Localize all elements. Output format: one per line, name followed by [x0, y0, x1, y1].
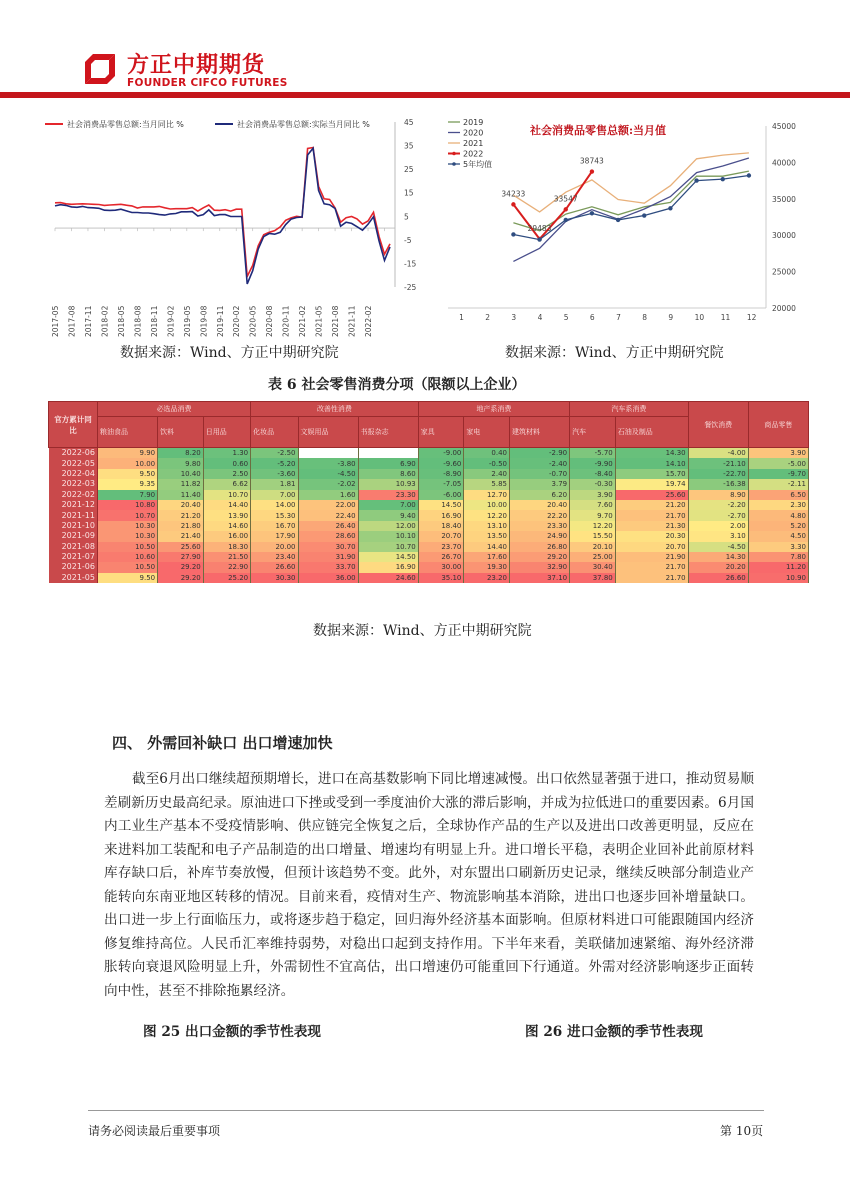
table-cell: -0.50	[464, 458, 510, 468]
table-cell: 12.20	[464, 510, 510, 520]
table-row	[49, 552, 809, 562]
page-number: 第 10页	[720, 1124, 764, 1138]
table-row	[49, 573, 809, 583]
table-cell: -8.90	[418, 469, 464, 479]
table-column-header: 文娱用品	[298, 417, 358, 448]
table-cell: 29.20	[510, 552, 570, 562]
row-date: 2021-05	[49, 573, 98, 583]
table-cell: 15.50	[570, 531, 616, 541]
table-row	[49, 510, 809, 520]
table-cell: 15.30	[251, 510, 298, 520]
table-cell: 22.40	[298, 510, 358, 520]
table-cell: -22.70	[688, 469, 748, 479]
table-cell: 6.62	[203, 479, 250, 489]
table-cell: -9.70	[748, 469, 808, 479]
table-cell: 18.30	[203, 542, 250, 552]
x-tick-label: 2022-02	[364, 305, 374, 337]
row-date: 2021-10	[49, 521, 98, 531]
table-cell: 2.40	[464, 469, 510, 479]
table-cell: 20.40	[510, 500, 570, 510]
table-corner-header: 官方累计同比	[49, 402, 98, 448]
table-cell: 9.50	[98, 573, 158, 583]
table-cell: 16.90	[418, 510, 464, 520]
table-cell: 14.40	[203, 500, 250, 510]
table-cell: 13.90	[203, 510, 250, 520]
table-cell: 10.30	[98, 531, 158, 541]
x-tick-label: 2020-08	[265, 305, 275, 337]
table-cell: 21.20	[615, 500, 688, 510]
table-group-header-row	[49, 402, 809, 417]
table-cell: 35.10	[418, 573, 464, 583]
table-cell: 12.00	[358, 521, 418, 531]
table-row	[49, 531, 809, 541]
table-cell: 8.20	[158, 448, 204, 459]
retail-yoy-line-chart	[45, 112, 430, 337]
x-tick-label: 2019-08	[199, 305, 209, 337]
table-cell: 10.00	[464, 500, 510, 510]
table-cell: -5.70	[570, 448, 616, 459]
table-column-header: 家电	[464, 417, 510, 448]
x-tick-label: 2020-05	[248, 305, 258, 337]
y-tick-label: -5	[404, 235, 412, 245]
table-cell: 21.80	[158, 521, 204, 531]
x-tick-label: 2021-11	[347, 305, 357, 337]
table-cell: 3.30	[748, 542, 808, 552]
table-cell	[358, 448, 418, 459]
logo-english-name: FOUNDER CIFCO FUTURES	[127, 77, 288, 89]
table-cell: 0.60	[203, 458, 250, 468]
logo-mark-icon	[83, 52, 117, 86]
table-cell: 20.40	[158, 500, 204, 510]
table-cell: 21.70	[615, 562, 688, 572]
table-cell: 21.90	[615, 552, 688, 562]
table-cell: 22.20	[510, 510, 570, 520]
data-label: 29483	[527, 223, 552, 233]
table-cell: 10.50	[98, 542, 158, 552]
x-tick-label: 2020-02	[232, 305, 242, 337]
table-row	[49, 500, 809, 510]
table-cell: 0.40	[464, 448, 510, 459]
table-cell: 14.40	[464, 542, 510, 552]
table-cell: 7.60	[570, 500, 616, 510]
table-row	[49, 458, 809, 468]
table-cell: 30.40	[570, 562, 616, 572]
x-tick-label: 2021-02	[298, 305, 308, 337]
table-cell: 8.60	[358, 469, 418, 479]
x-tick-label: 2018-11	[149, 305, 159, 337]
table-column-header: 日用品	[203, 417, 250, 448]
table-cell: -0.70	[510, 469, 570, 479]
footer-divider	[88, 1110, 764, 1111]
table-cell: 24.60	[358, 573, 418, 583]
table-cell: 26.40	[298, 521, 358, 531]
table-cell: 30.00	[418, 562, 464, 572]
legend-label: 2020	[463, 128, 484, 138]
table-cell: 25.60	[615, 490, 688, 500]
table-cell: 10.30	[98, 521, 158, 531]
table-cell: 21.30	[615, 521, 688, 531]
table-cell: 10.00	[98, 458, 158, 468]
table-column-header: 石油及制品	[615, 417, 688, 448]
x-tick-label: 2017-05	[51, 305, 60, 337]
table-cell: 33.70	[298, 562, 358, 572]
x-tick-label: 2021-05	[314, 305, 324, 337]
x-tick-label: 2018-05	[116, 305, 126, 337]
table-cell: -9.90	[570, 458, 616, 468]
y-tick-label: 20000	[772, 304, 796, 313]
section-heading: 四、 外需回补缺口 出口增速加快	[112, 734, 333, 752]
table-column-header: 商品零售	[748, 402, 808, 448]
table-cell: 10.60	[98, 552, 158, 562]
table-column-header: 建筑材料	[510, 417, 570, 448]
table-cell: 7.80	[748, 552, 808, 562]
retail-category-table	[48, 401, 809, 583]
legend-label: 2019	[463, 118, 484, 127]
series-line	[513, 153, 749, 212]
table-cell: -2.90	[510, 448, 570, 459]
table-cell: 17.90	[251, 531, 298, 541]
x-tick-label: 2019-11	[215, 305, 225, 337]
table-cell: 11.82	[158, 479, 204, 489]
table-cell: 1.81	[251, 479, 298, 489]
table-cell: -4.50	[298, 469, 358, 479]
table-cell: 7.00	[358, 500, 418, 510]
table-cell: 37.10	[510, 573, 570, 583]
table-cell: 14.50	[418, 500, 464, 510]
table-cell: -2.02	[298, 479, 358, 489]
table-column-header: 书报杂志	[358, 417, 418, 448]
table-cell: 20.10	[570, 542, 616, 552]
logo-chinese-name: 方正中期期货	[127, 53, 266, 78]
table-cell: 26.80	[510, 542, 570, 552]
table-cell: 6.20	[510, 490, 570, 500]
table-cell: 9.70	[570, 510, 616, 520]
x-tick-label: 2017-11	[83, 305, 93, 337]
x-tick-label: 6	[589, 313, 595, 322]
table-cell: 20.70	[615, 542, 688, 552]
series-line	[55, 148, 390, 277]
table-cell	[298, 448, 358, 459]
series-line	[513, 158, 749, 261]
table-cell: 23.30	[358, 490, 418, 500]
table-row	[49, 479, 809, 489]
table-cell: 9.35	[98, 479, 158, 489]
table-cell: -6.00	[418, 490, 464, 500]
table-cell: 9.90	[98, 448, 158, 459]
table-source: 数据来源：Wind、方正中期研究院	[313, 623, 532, 639]
x-tick-label: 2017-08	[67, 305, 77, 337]
x-tick-label: 2018-08	[133, 305, 143, 337]
figure-25-caption: 图 25 出口金额的季节性表现	[143, 1024, 321, 1040]
table-cell: 22.00	[298, 500, 358, 510]
x-tick-label: 8	[642, 313, 648, 322]
table-cell: 6.90	[358, 458, 418, 468]
legend-label: 社会消费品零售总额:实际当月同比 %	[237, 120, 370, 129]
table-cell: 10.10	[358, 531, 418, 541]
y-tick-label: 25	[404, 165, 414, 175]
table-cell: 20.20	[688, 562, 748, 572]
table-cell: -5.00	[748, 458, 808, 468]
table-row	[49, 490, 809, 500]
table-cell: -2.40	[510, 458, 570, 468]
table-cell: 10.93	[358, 479, 418, 489]
table-cell: 23.40	[251, 552, 298, 562]
table-cell: 24.90	[510, 531, 570, 541]
table-cell: 1.60	[298, 490, 358, 500]
y-tick-label: 35	[404, 141, 414, 151]
data-label: 33547	[553, 194, 578, 204]
table-cell: 2.00	[688, 521, 748, 531]
table-cell: 10.80	[98, 500, 158, 510]
table-cell: 29.20	[158, 562, 204, 572]
table-row	[49, 542, 809, 552]
table-cell: -2.20	[688, 500, 748, 510]
table-cell: 23.20	[464, 573, 510, 583]
y-tick-label: 5	[404, 212, 409, 222]
table-cell: -0.30	[570, 479, 616, 489]
table-cell: 10.70	[358, 542, 418, 552]
table-cell: 30.70	[298, 542, 358, 552]
row-date: 2022-05	[49, 458, 98, 468]
table-cell: -2.50	[251, 448, 298, 459]
table-cell: 26.60	[251, 562, 298, 572]
table-cell: 30.30	[251, 573, 298, 583]
x-tick-label: 12	[746, 313, 757, 322]
x-tick-label: 3	[511, 313, 517, 322]
table-cell: 31.90	[298, 552, 358, 562]
table-cell: 14.10	[615, 458, 688, 468]
table-cell: 21.40	[158, 531, 204, 541]
series-line	[55, 148, 390, 284]
row-date: 2022-02	[49, 490, 98, 500]
table-cell: 4.80	[748, 510, 808, 520]
table-group-header: 改善性消费	[251, 402, 419, 417]
table-cell: -9.60	[418, 458, 464, 468]
x-tick-label: 1	[459, 313, 464, 322]
x-tick-label: 2019-02	[166, 305, 176, 337]
table-row	[49, 562, 809, 572]
table-cell: 14.50	[358, 552, 418, 562]
x-tick-label: 11	[720, 313, 731, 322]
table-cell: 10.70	[203, 490, 250, 500]
table-cell: 16.90	[358, 562, 418, 572]
table-cell: -16.38	[688, 479, 748, 489]
table-cell: 5.85	[464, 479, 510, 489]
table-cell: 10.70	[98, 510, 158, 520]
x-tick-label: 7	[616, 313, 621, 322]
y-tick-label: -15	[404, 259, 417, 269]
table-cell: -3.60	[251, 469, 298, 479]
y-tick-label: 35000	[772, 194, 796, 204]
table-row	[49, 448, 809, 459]
table-cell: 10.90	[748, 573, 808, 583]
retail-monthly-line-chart	[440, 112, 800, 327]
x-tick-label: 2018-02	[100, 305, 110, 337]
x-tick-label: 2021-08	[331, 305, 341, 337]
table-group-header: 必选品消费	[98, 402, 251, 417]
table-cell: 32.90	[510, 562, 570, 572]
table-cell: 6.50	[748, 490, 808, 500]
table-cell: 21.50	[203, 552, 250, 562]
x-tick-label: 5	[563, 313, 569, 322]
y-tick-label: 15	[404, 188, 414, 198]
right-chart-source: 数据来源：Wind、方正中期研究院	[505, 345, 724, 361]
row-date: 2021-12	[49, 500, 98, 510]
table-cell: 11.20	[748, 562, 808, 572]
table-cell: 14.00	[251, 500, 298, 510]
table-cell: 9.80	[158, 458, 204, 468]
table-cell: 14.30	[615, 448, 688, 459]
table-cell: 19.30	[464, 562, 510, 572]
table-cell: 2.50	[203, 469, 250, 479]
table-column-header: 饮料	[158, 417, 204, 448]
row-date: 2022-03	[49, 479, 98, 489]
table-cell: 3.10	[688, 531, 748, 541]
table-cell: 13.50	[464, 531, 510, 541]
row-date: 2021-06	[49, 562, 98, 572]
table-cell: 12.20	[570, 521, 616, 531]
table-cell: -2.11	[748, 479, 808, 489]
figure-26-caption: 图 26 进口金额的季节性表现	[525, 1024, 703, 1040]
table-cell: 21.20	[158, 510, 204, 520]
left-chart-source: 数据来源：Wind、方正中期研究院	[120, 345, 339, 361]
table-cell: 22.90	[203, 562, 250, 572]
table-column-header: 汽车	[570, 417, 616, 448]
table-cell: 13.10	[464, 521, 510, 531]
table-cell: 14.30	[688, 552, 748, 562]
x-tick-label: 4	[537, 313, 543, 322]
y-tick-label: 45000	[772, 122, 796, 131]
chart-title: 社会消费品零售总额:当月值	[530, 124, 667, 137]
table-cell: 7.90	[98, 490, 158, 500]
row-date: 2022-04	[49, 469, 98, 479]
table-cell: 14.60	[203, 521, 250, 531]
table-cell: 8.90	[688, 490, 748, 500]
x-tick-label: 2	[485, 313, 491, 322]
header-divider	[0, 92, 850, 98]
table-body	[49, 448, 809, 584]
table-cell: -21.10	[688, 458, 748, 468]
table-cell: 18.40	[418, 521, 464, 531]
table-cell: -2.70	[688, 510, 748, 520]
table-column-header: 化妆品	[251, 417, 298, 448]
table-cell: 25.00	[570, 552, 616, 562]
table-cell: 29.20	[158, 573, 204, 583]
table-cell: 11.40	[158, 490, 204, 500]
legend-label: 社会消费品零售总额:当月同比 %	[67, 120, 184, 129]
table-row	[49, 521, 809, 531]
table-cell: 9.50	[98, 469, 158, 479]
legend-label: 5年均值	[463, 160, 493, 169]
table-cell: -4.50	[688, 542, 748, 552]
table-cell: 37.80	[570, 573, 616, 583]
row-date: 2021-07	[49, 552, 98, 562]
table-cell: 23.70	[418, 542, 464, 552]
row-date: 2021-09	[49, 531, 98, 541]
table-cell: 9.40	[358, 510, 418, 520]
data-label: 38743	[579, 156, 604, 166]
row-date: 2021-11	[49, 510, 98, 520]
table-cell: 20.70	[418, 531, 464, 541]
y-tick-label: 30000	[772, 231, 796, 241]
series-line	[513, 172, 592, 239]
table-cell: 1.30	[203, 448, 250, 459]
table-cell: 17.60	[464, 552, 510, 562]
table-cell: 20.30	[615, 531, 688, 541]
page-header	[0, 0, 850, 100]
retail-yoy-chart	[45, 112, 430, 337]
table-cell: 21.70	[615, 573, 688, 583]
table-cell: 21.70	[615, 510, 688, 520]
table-cell: 26.60	[688, 573, 748, 583]
x-tick-label: 9	[668, 313, 674, 322]
table-cell: 26.70	[418, 552, 464, 562]
table-row	[49, 469, 809, 479]
table-cell: 2.30	[748, 500, 808, 510]
row-date: 2021-08	[49, 542, 98, 552]
table-cell: -3.80	[298, 458, 358, 468]
table-cell: -7.05	[418, 479, 464, 489]
table-group-header: 汽车系消费	[570, 402, 689, 417]
table-cell: 3.90	[570, 490, 616, 500]
row-date: 2022-06	[49, 448, 98, 459]
legend-label: 2021	[463, 139, 484, 148]
table-column-header: 家具	[418, 417, 464, 448]
table-cell: 20.00	[251, 542, 298, 552]
table-column-header: 粮油食品	[98, 417, 158, 448]
table-title: 表 6 社会零售消费分项（限额以上企业）	[268, 377, 526, 393]
table-cell: 25.20	[203, 573, 250, 583]
table-cell: 16.70	[251, 521, 298, 531]
table-group-header: 地产系消费	[418, 402, 569, 417]
table-cell: 10.50	[98, 562, 158, 572]
table-cell: 3.90	[748, 448, 808, 459]
x-tick-label: 2019-05	[182, 305, 192, 337]
table-cell: 36.00	[298, 573, 358, 583]
table-cell: 16.00	[203, 531, 250, 541]
y-tick-label: -25	[404, 283, 417, 292]
table-cell: 23.30	[510, 521, 570, 531]
x-tick-label: 10	[694, 313, 705, 322]
table-cell: -5.20	[251, 458, 298, 468]
y-tick-label: 25000	[772, 267, 796, 277]
footer-disclaimer: 请务必阅读最后重要事项	[88, 1124, 221, 1138]
table-cell: 7.00	[251, 490, 298, 500]
table-column-header: 餐饮消费	[688, 402, 748, 448]
table-cell: 28.60	[298, 531, 358, 541]
legend-label: 2022	[463, 149, 484, 159]
table-cell: -4.00	[688, 448, 748, 459]
table-cell: 4.50	[748, 531, 808, 541]
table-cell: 19.74	[615, 479, 688, 489]
retail-monthly-value-chart	[440, 112, 800, 327]
x-tick-label: 2020-11	[281, 305, 291, 337]
table-cell: 10.40	[158, 469, 204, 479]
table-cell: 5.20	[748, 521, 808, 531]
table-cell: 25.60	[158, 542, 204, 552]
data-label: 34233	[501, 189, 526, 199]
table-cell: 12.70	[464, 490, 510, 500]
body-paragraph: 截至6月出口继续超预期增长，进口在高基数影响下同比增速减慢。出口依然显著强于进口，推动贸易顺差刷新历史最高纪录。原油进口下挫或受到一季度油价大涨的滞后影响，并成为拉低进口的重要因素。6月国内工业生产基本不受疫情影响、供应链完全恢复之后，全球协作产品的生产以及进出口改善更明显，反应在来进料加工装配和电子产品制造的出口增量、增速均有明显上升。进口增长平稳，表明企业回补此前原材料库存缺口后，补库节奏放慢，但预计该趋势不变。此外，对东盟出口刷新历史记录，继续反映部分制造业产能转向东南亚地区转移的情况。目前来看，疫情对生产、物流影响基本消除，进出口也逐步回补增量缺口。出口进一步上行面临压力，或将逐步趋于稳定，回归海外经济基本面影响。但原材料进口可能跟随国内经济修复维持高位。人民币汇率维持弱势，对稳出口起到支持作用。下半年来看，美联储加速紧缩、海外经济滞胀转向衰退风险明显上升，外需韧性不宜高估，出口增速仍可能重回下行通道。外需对经济影响逐步正面转向中性，甚至不排除拖累经济。	[104, 771, 754, 999]
table-cell: 15.70	[615, 469, 688, 479]
table-cell: 27.90	[158, 552, 204, 562]
y-tick-label: 40000	[772, 158, 796, 168]
table-cell: -8.40	[570, 469, 616, 479]
table-cell: -9.00	[418, 448, 464, 459]
table-cell: 3.79	[510, 479, 570, 489]
y-tick-label: 45	[404, 118, 414, 127]
